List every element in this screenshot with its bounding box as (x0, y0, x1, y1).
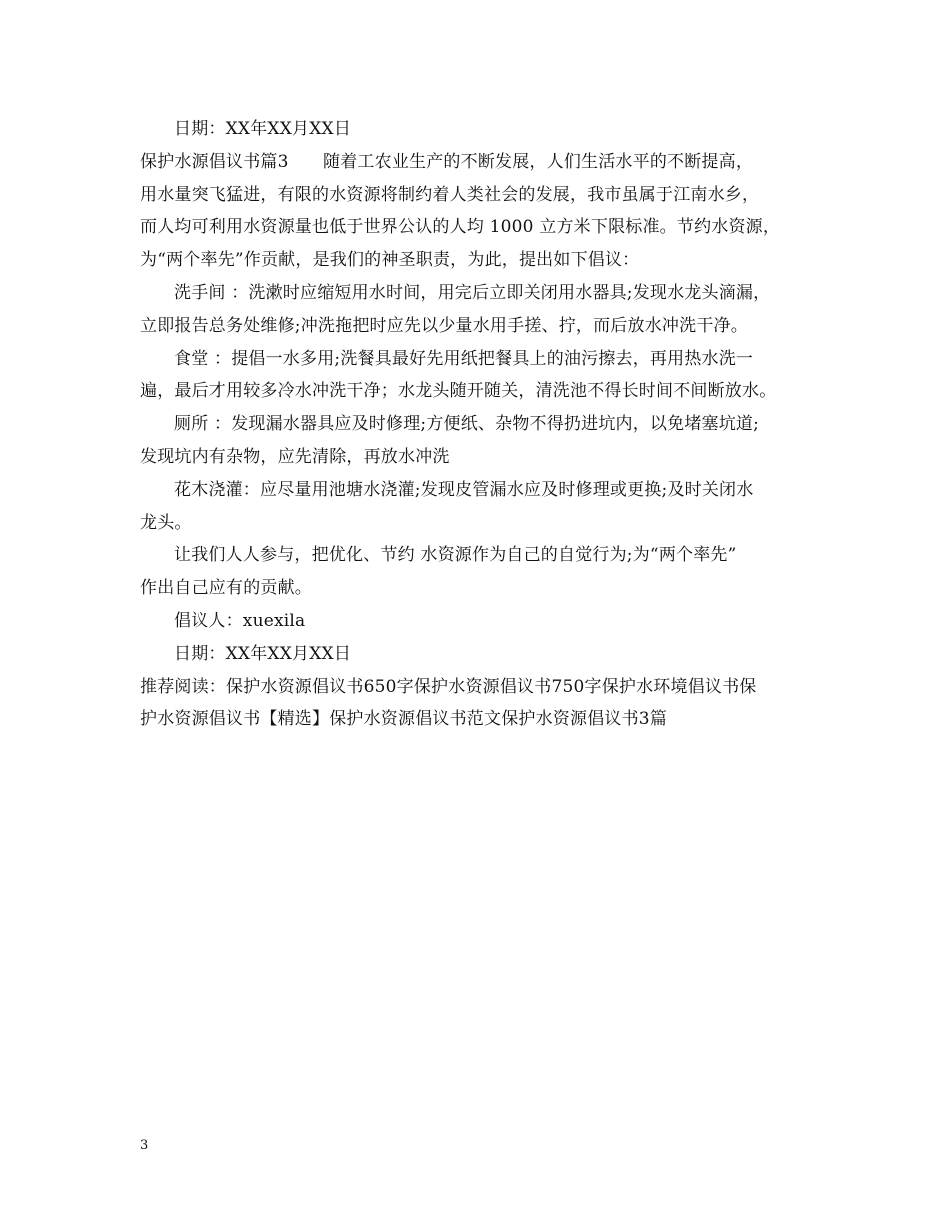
paragraph-line: 食堂 ：提倡一水多用;洗餐具最好先用纸把餐具上的油污擦去，再用热水洗一 (174, 348, 754, 369)
recommended-reading-line: 推荐阅读：保护水资源倡议书650字保护水资源倡议书750字保护水环境倡议书保 (140, 676, 757, 697)
paragraph-line: 厕所 ：发现漏水器具应及时修理;方便纸、杂物不得扔进坑内，以免堵塞坑道; (174, 414, 760, 435)
date-line: 日期：XX年XX月XX日 (174, 119, 352, 139)
paragraph-line: 洗手间 ：洗漱时应缩短用水时间，用完后立即关闭用水器具;发现水龙头滴漏， (174, 282, 771, 303)
paragraph-line: 用水量突飞猛进，有限的水资源将制约着人类社会的发展，我市虽属于江南水乡， (140, 184, 760, 205)
paragraph-line: 遍，最后才用较多冷水冲洗干净；水龙头随开随关，清洗池不得长时间不间断放水。 (140, 381, 777, 402)
recommended-reading-line: 护水资源倡议书【精选】保护水资源倡议书范文保护水资源倡议书3篇 (140, 709, 668, 730)
date-line: 日期：XX年XX月XX日 (174, 643, 352, 664)
paragraph-line: 立即报告总务处维修;冲洗拖把时应先以少量水用手搓、拧，而后放水冲洗干净。 (140, 315, 748, 336)
paragraph-line: 作出自己应有的贡献。 (140, 578, 312, 599)
paragraph-line: 发现坑内有杂物，应先清除，再放水冲洗 (140, 446, 450, 467)
paragraph-line: 花木浇灌：应尽量用池塘水浇灌;发现皮管漏水应及时修理或更换;及时关闭水 (174, 479, 754, 500)
paragraph-line: 保护水源倡议书篇3 随着工农业生产的不断发展，人们生活水平的不断提高， (140, 151, 754, 172)
paragraph-line: 让我们人人参与，把优化、节约 水资源作为自己的自觉行为;为“两个率先” (174, 545, 737, 566)
document-body (140, 113, 830, 736)
paragraph-line: 而人均可利用水资源量也低于世界公认的人均 1000 立方米下限标准。节约水资源， (140, 217, 781, 238)
paragraph-line: 龙头。 (140, 512, 192, 533)
page-number: 3 (140, 1138, 149, 1153)
paragraph-line: 为“两个率先”作贡献，是我们的神圣职责，为此，提出如下倡议： (140, 250, 640, 271)
signatory-line: 倡议人：xuexila (174, 610, 306, 631)
